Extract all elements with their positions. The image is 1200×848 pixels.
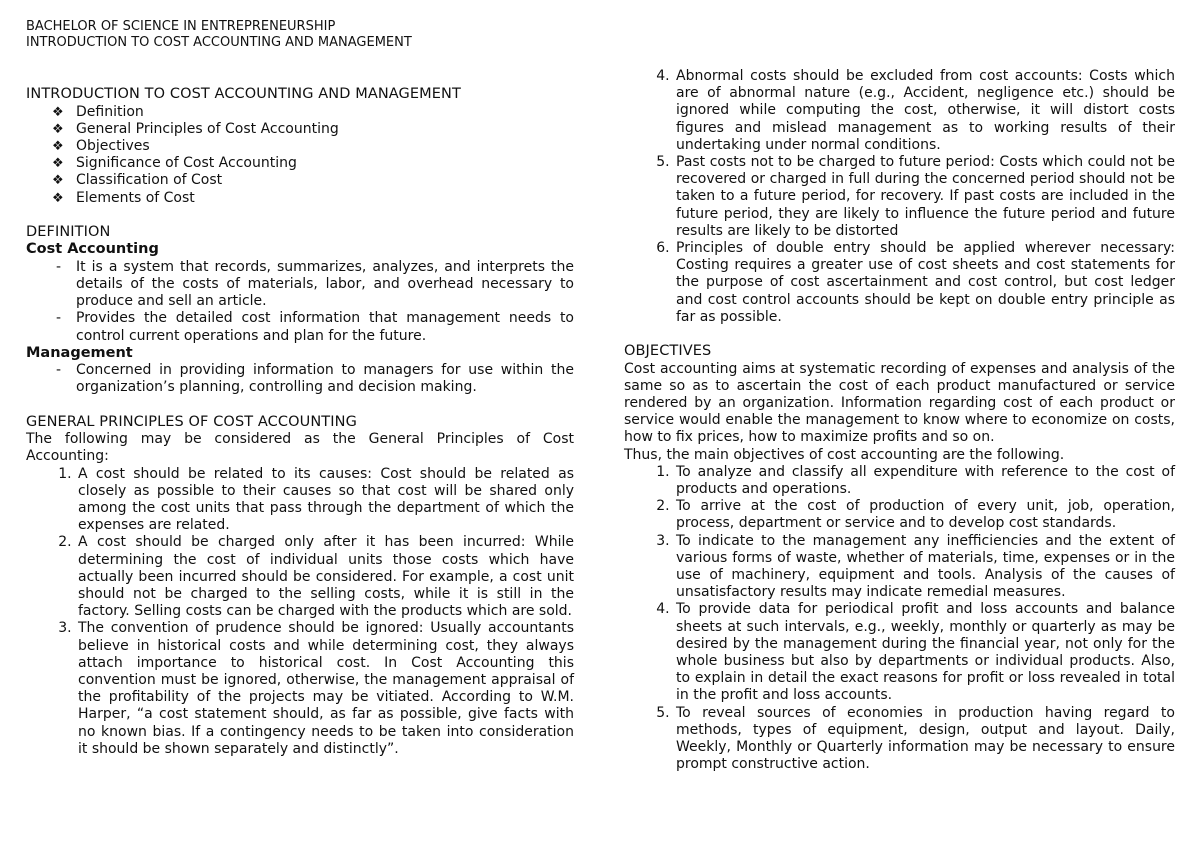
definition-item: - Provides the detailed cost information that management needs to control current operations and plan for the future. <box>52 310 574 344</box>
header-course: INTRODUCTION TO COST ACCOUNTING AND MANAGEMENT <box>26 35 412 50</box>
cost-accounting-subtitle: Cost Accounting <box>26 241 159 258</box>
principle-item: 1. A cost should be related to its causes: Cost should be related as closely as possible to their causes so that cost will be shared only among the cost units that pass through the department of which the expenses are related. <box>76 466 574 535</box>
definition-title: DEFINITION <box>26 223 111 240</box>
management-subtitle: Management <box>26 344 133 361</box>
principles-title: GENERAL PRINCIPLES OF COST ACCOUNTING <box>26 413 357 430</box>
principle-item: 3. The convention of prudence should be ignored: Usually accountants believe in historical costs and while determining cost, they always attach importance to historical cost. In Cost Accounting this convention must be ignored, otherwise, the management appraisal of the profitability of the projects may be vitiated. According to W.M. Harper, “a cost statement should, as far as possible, give facts with no known bias. If a contingency needs to be taken into consideration it should be shown separately and distinctly”. <box>76 620 574 758</box>
definition-section <box>26 224 574 397</box>
cost-accounting-list <box>26 259 574 345</box>
objectives-lead: Thus, the main objectives of cost accounting are the following. <box>624 446 1065 463</box>
topic-item: ❖ Elements of Cost <box>52 190 574 207</box>
objective-item: 4. To provide data for periodical profit and loss accounts and balance sheets at such intervals, e.g., weekly, monthly or quarterly as may be desired by the management during the financial year, not only for the whole business but also by departments or individual products. Also, to explain in detail the exact reasons for profit or loss revealed in total in the profit and loss accounts. <box>674 601 1175 704</box>
objectives-paragraph: Cost accounting aims at systematic recording of expenses and analysis of the same so as to ascertain the cost of each product manufactured or service rendered by an organization. Information regarding cost of each product or service would enable the management to know where to economize on costs, how to fix prices, how to maximize profits and so on. <box>624 360 1175 446</box>
topic-item: ❖ Classification of Cost <box>52 172 574 189</box>
objective-item: 2. To arrive at the cost of production of every unit, job, operation, process, department or service and to develop cost standards. <box>674 498 1175 532</box>
objective-item: 3. To indicate to the management any inefficiencies and the extent of various forms of waste, whether of materials, time, expenses or in the use of machinery, equipment and tools. Analysis of the causes of unsatisfactory results may indicate remedial measures. <box>674 533 1175 602</box>
right-column <box>624 68 1175 773</box>
principle-item: 5. Past costs not to be charged to future period: Costs which could not be recovered or charged in full during the concerned period should not be taken to a future period, for recovery. If past costs are included in the future period, they are likely to influence the future period and future results are likely to be distorted <box>674 154 1175 240</box>
principle-item: 2. A cost should be charged only after it has been incurred: While determining the cost of individual units those costs which have actually been incurred should be considered. For example, a cost unit should not be charged to the selling costs, while it is still in the factory. Selling costs can be charged with the products which are sold. <box>76 534 574 620</box>
document-header <box>26 19 412 51</box>
topic-item: ❖ Definition <box>52 104 574 121</box>
objective-item: 1. To analyze and classify all expenditure with reference to the cost of products and operations. <box>674 464 1175 498</box>
principle-item: 6. Principles of double entry should be applied wherever necessary: Costing requires a greater use of cost sheets and cost statements for the purpose of cost ascertainment and cost control, but cost ledger and cost control accounts should be kept on double entry principle as far as possible. <box>674 240 1175 326</box>
topic-item: ❖ Significance of Cost Accounting <box>52 155 574 172</box>
objectives-title: OBJECTIVES <box>624 343 712 360</box>
principle-item: 4. Abnormal costs should be excluded from cost accounts: Costs which are of abnormal nature (e.g., Accident, negligence etc.) should be ignored while computing the cost, otherwise, it will distort costs figures and mislead management as to working results of their undertaking under normal conditions. <box>674 68 1175 154</box>
definition-item: - It is a system that records, summarizes, analyzes, and interprets the details of the costs of materials, labor, and overhead necessary to produce and sell an article. <box>52 259 574 311</box>
objective-item: 5. To reveal sources of economies in production having regard to methods, types of equipment, design, output and layout. Daily, Weekly, Monthly or Quarterly information may be necessary to ensure prompt constructive action. <box>674 705 1175 774</box>
definition-item: - Concerned in providing information to managers for use within the organization’s planning, controlling and decision making. <box>52 362 574 396</box>
topic-item: ❖ Objectives <box>52 138 574 155</box>
principles-section <box>26 414 574 758</box>
management-list <box>26 362 574 396</box>
objectives-section <box>624 343 1175 773</box>
principles-list-part2 <box>624 68 1175 326</box>
principles-intro: The following may be considered as the General Principles of Cost Accounting: <box>26 431 574 465</box>
header-program: BACHELOR OF SCIENCE IN ENTREPRENEURSHIP <box>26 19 336 34</box>
principles-list-part1 <box>26 466 574 758</box>
left-column <box>26 86 574 758</box>
intro-section <box>26 86 574 207</box>
objectives-list <box>624 464 1175 774</box>
topic-item: ❖ General Principles of Cost Accounting <box>52 121 574 138</box>
intro-title: INTRODUCTION TO COST ACCOUNTING AND MANAGEMENT <box>26 86 461 102</box>
topic-list <box>26 104 574 207</box>
